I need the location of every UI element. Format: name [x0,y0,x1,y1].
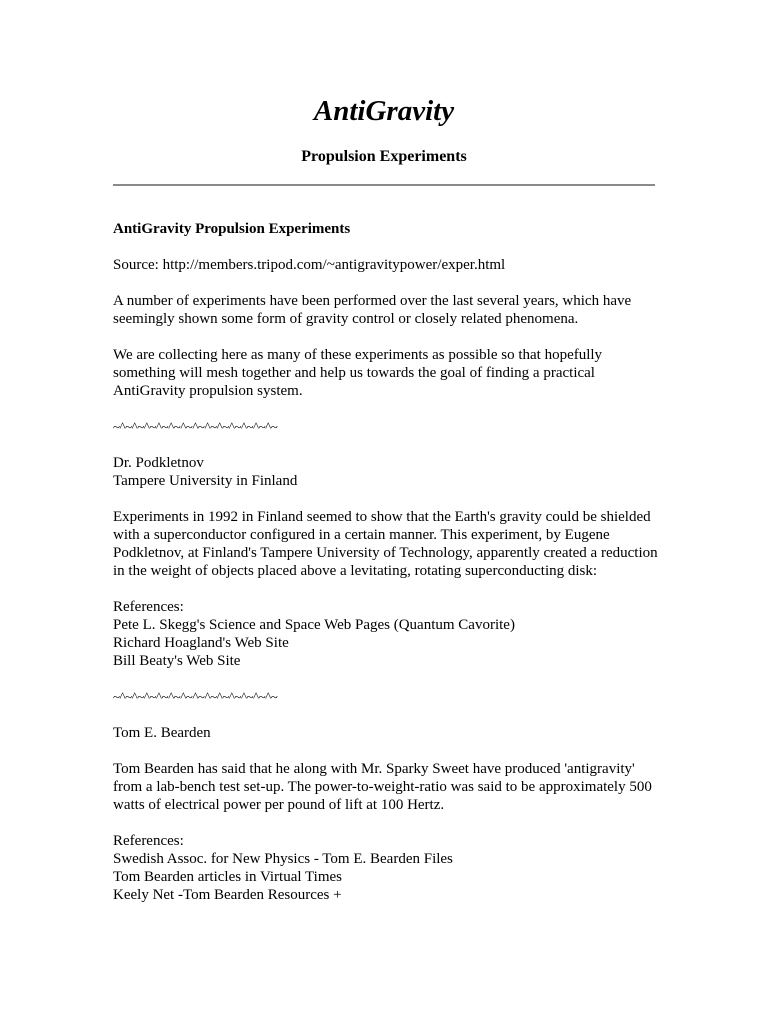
references-label: References: [113,599,184,615]
references-label: References: [113,833,184,849]
podkletnov-header [113,454,661,490]
reference-item: Richard Hoagland's Web Site [113,635,289,651]
reference-item: Pete L. Skegg's Science and Space Web Pages (Quantum Cavorite) [113,617,515,633]
page-subtitle: Propulsion Experiments [301,148,467,165]
reference-item: Bill Beaty's Web Site [113,653,241,669]
intro-paragraph-1: A number of experiments have been performed over the last several years, which have seemingly shown some form of gravity control or closely related phenomena. [113,293,632,327]
podkletnov-affiliation: Tampere University in Finland [113,473,298,489]
section-heading: AntiGravity Propulsion Experiments [113,221,351,237]
bearden-name: Tom E. Bearden [113,725,211,741]
reference-item: Tom Bearden articles in Virtual Times [113,869,342,885]
horizontal-rule [113,184,655,186]
document-body [113,220,661,922]
reference-item: Keely Net -Tom Bearden Resources + [113,887,342,903]
podkletnov-references [113,598,661,670]
bearden-references [113,832,661,904]
reference-item: Swedish Assoc. for New Physics - Tom E. Bearden Files [113,851,453,867]
separator-2: ~^~^~^~^~^~^~^~^~^~^~^~^~^~ [113,689,278,704]
separator-1: ~^~^~^~^~^~^~^~^~^~^~^~^~^~ [113,419,278,434]
intro-paragraph-2: We are collecting here as many of these experiments as possible so that hopefully something will mesh together and help us towards the goal of finding a practical AntiGravity propulsion system. [113,347,603,399]
page-title: AntiGravity [313,95,455,127]
source-line: Source: http://members.tripod.com/~antigravitypower/exper.html [113,257,506,273]
bearden-description: Tom Bearden has said that he along with Mr. Sparky Sweet have produced 'antigravity' from a lab-bench test set-up. The power-to-weight-ratio was said to be approximately 500 watts of electrical power per pound of lift at 100 Hertz. [113,761,652,813]
podkletnov-description: Experiments in 1992 in Finland seemed to show that the Earth's gravity could be shielded with a superconductor configured in a certain manner. This experiment, by Eugene Podkletnov, at Finland's Tampere University of Technology, apparently created a reduction in the weight of objects placed above a levitating, rotating superconducting disk: [113,509,658,579]
podkletnov-name: Dr. Podkletnov [113,455,204,471]
